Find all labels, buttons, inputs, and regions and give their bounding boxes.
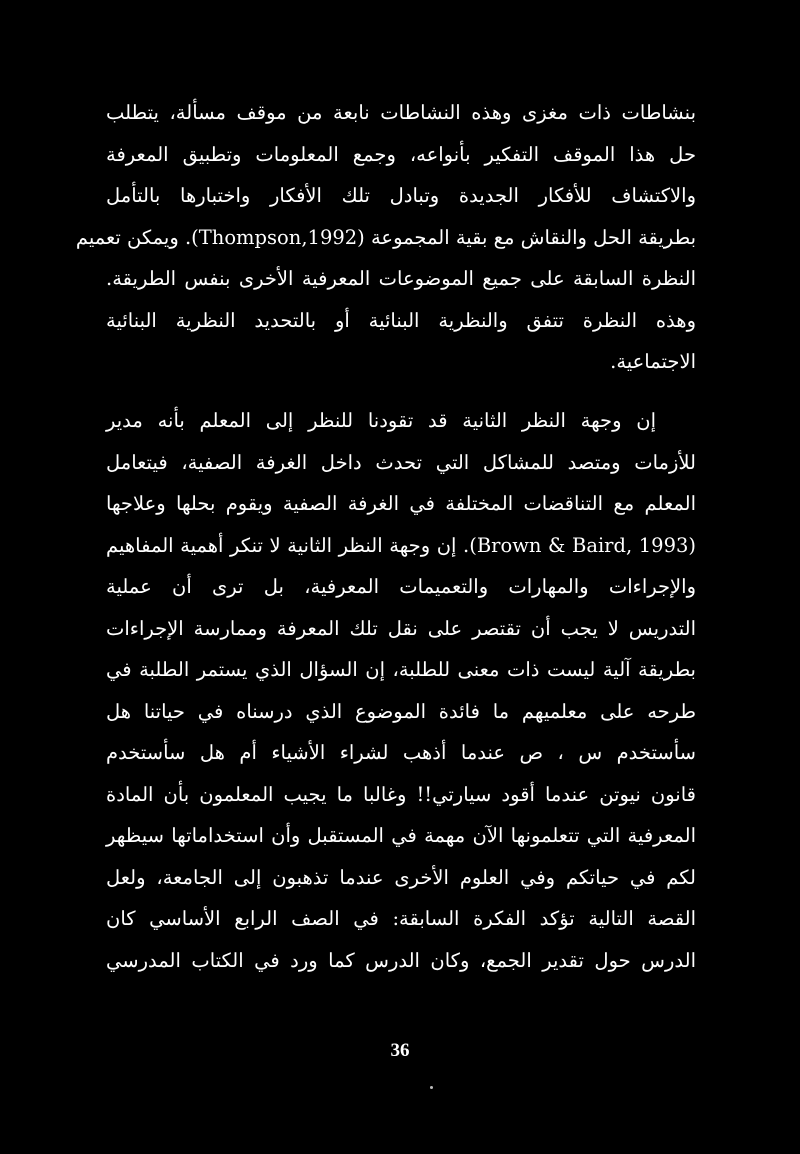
text-line: للأزمات ومتصد للمشاكل التي تحدث داخل الغرفة الصفية، فيتعامل bbox=[106, 450, 696, 474]
page-number: 36 bbox=[390, 1040, 410, 1061]
text-line: إن وجهة النظر الثانية قد تقودنا للنظر إلى المعلم بأنه مدير bbox=[106, 409, 656, 432]
text-line: حل هذا الموقف التفكير بأنواعه، وجمع المعلومات وتطبيق المعرفة bbox=[106, 142, 696, 166]
text-line: طرحه على معلميهم ما فائدة الموضوع الذي درسناه في حياتنا هل bbox=[106, 699, 696, 723]
text-line: التدريس لا يجب أن تقتصر على نقل تلك المعرفة وممارسة الإجراءات bbox=[106, 616, 696, 640]
text-line: المعرفية التي تتعلمونها الآن مهمة في المستقبل وأن استخداماتها سيظهر bbox=[106, 824, 696, 847]
text-line: وهذه النظرة تتفق والنظرية البنائية أو بالتحديد النظرية البنائية bbox=[106, 308, 696, 332]
text-line: والاكتشاف للأفكار الجديدة وتبادل تلك الأفكار واختبارها بالتأمل bbox=[106, 184, 696, 207]
text-line: النظرة السابقة على جميع الموضوعات المعرفية الأخرى بنفس الطريقة. bbox=[106, 267, 696, 290]
text-line: والإجراءات والمهارات والتعميمات المعرفية، بل ترى أن عملية bbox=[106, 575, 696, 598]
paragraph-1 bbox=[75, 92, 696, 383]
text-line: الاجتماعية. bbox=[610, 350, 696, 373]
text-line: سأستخدم س ، ص عندما أذهب لشراء الأشياء أم هل سأستخدم bbox=[106, 741, 696, 764]
text-line: بطريقة آلية ليست ذات معنى للطلبة، إن السؤال الذي يستمر الطلبة في bbox=[106, 658, 696, 681]
text-line: الدرس حول تقدير الجمع، وكان الدرس كما ورد في الكتاب المدرسي bbox=[106, 948, 696, 972]
text-line: القصة التالية تؤكد الفكرة السابقة: في الصف الرابع الأساسي كان bbox=[106, 907, 696, 930]
text-line: قانون نيوتن عندما أقود سيارتي!! وغالبا ما يجيب المعلمون بأن المادة bbox=[106, 782, 696, 806]
text-line: بطريقة الحل والنقاش مع بقية المجموعة (Thompson,1992). ويمكن تعميم bbox=[75, 225, 696, 249]
text-line: المعلم مع التناقضات المختلفة في الغرفة الصفية ويقوم بحلها وعلاجها bbox=[106, 492, 696, 515]
paragraph-2 bbox=[106, 400, 696, 981]
text-line: لكم في حياتكم وفي العلوم الأخرى عندما تذهبون إلى الجامعة، ولعل bbox=[106, 865, 696, 889]
text-line: (Brown & Baird, 1993). إن وجهة النظر الثانية لا تنكر أهمية المفاهيم bbox=[106, 533, 696, 557]
text-line: بنشاطات ذات مغزى وهذه النشاطات نابعة من موقف مسألة، يتطلب bbox=[106, 101, 696, 124]
scan-speck bbox=[430, 1086, 433, 1089]
